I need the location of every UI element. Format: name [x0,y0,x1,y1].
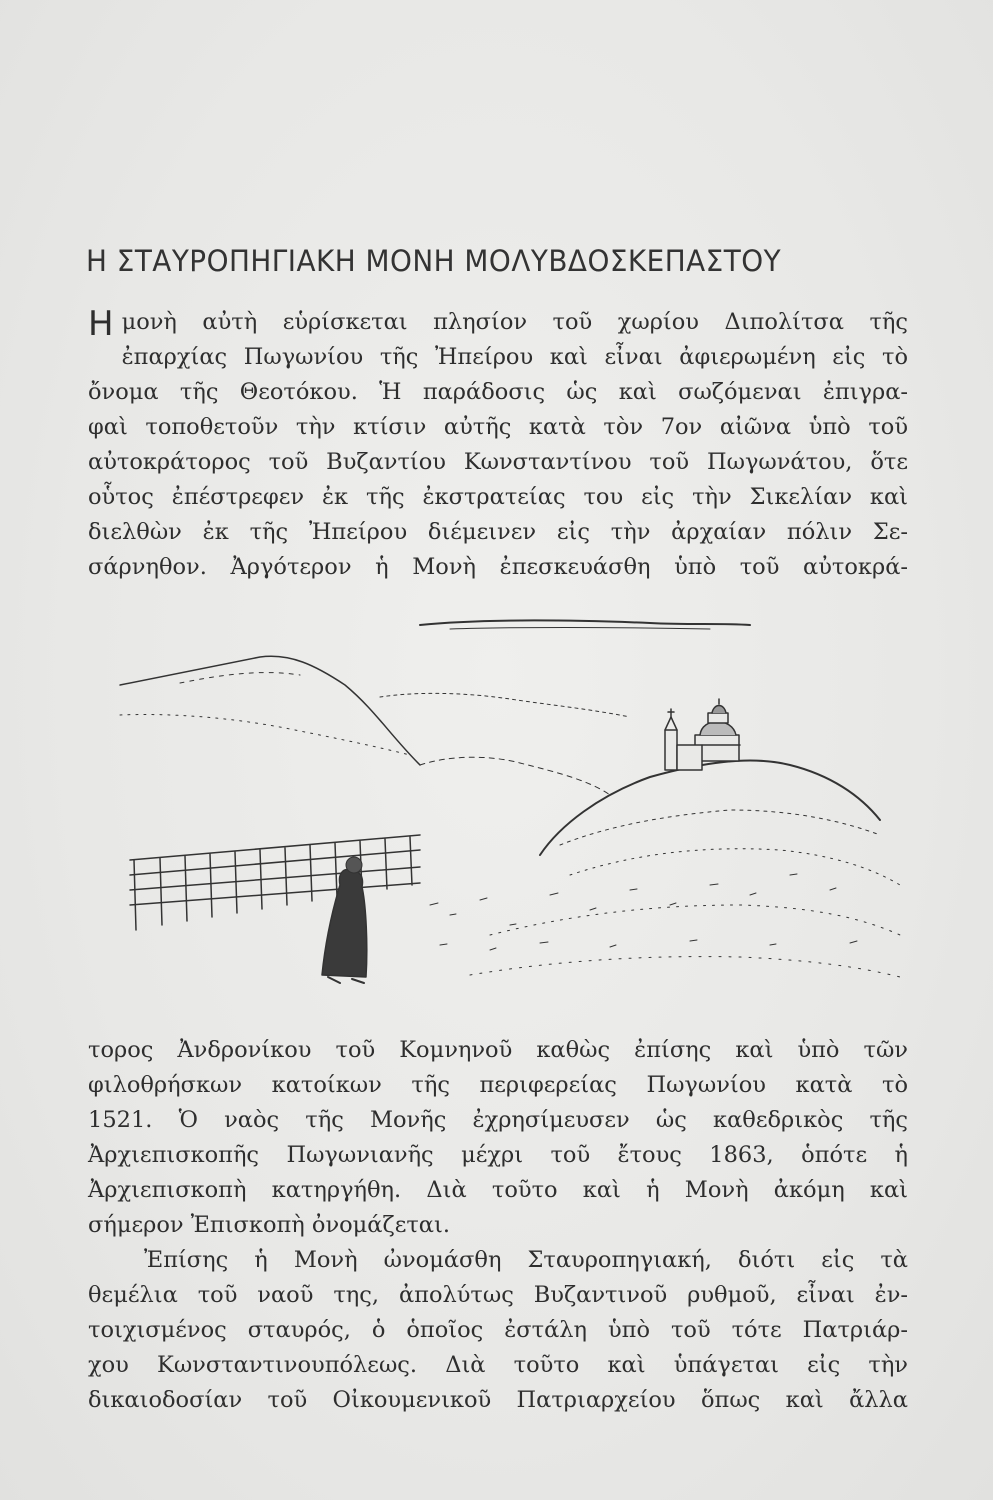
distant-hill [120,715,410,755]
text-line: Ἀρχιεπισκοπῆς Πωγωνιανῆς μέχρι τοῦ ἔτους 1863, ὁπότε ἡ [88,1142,908,1168]
text-line: χου Κωνσταντινουπόλεως. Διὰ τοῦτο καὶ ὑπάγεται εἰς τὴν [88,1352,908,1378]
text-line: διελθὼν ἐκ τῆς Ἠπείρου διέμεινεν εἰς τὴν ἀρχαίαν πόλιν Σε- [88,519,908,545]
text-line: μονὴ αὐτὴ εὑρίσκεται πλησίον τοῦ χωρίου Διπολίτσα τῆς [121,309,908,335]
text-line: ὄνομα τῆς Θεοτόκου. Ἡ παράδοσις ὡς καὶ σωζόμεναι ἐπιγρα- [88,379,908,405]
hill-shading [560,810,880,845]
monastery-illustration [90,605,910,1005]
text-line: αὐτοκράτορος τοῦ Βυζαντίου Κωνσταντίνου τοῦ Πωγωνάτου, ὅτε [88,449,908,475]
monastery-church [665,699,740,770]
ground-shading [470,957,900,977]
text-line: ἐπαρχίας Πωγωνίου τῆς Ἠπείρου καὶ εἶναι ἀφιερωμένη εἰς τὸ [121,344,908,370]
sky-stroke [420,621,750,625]
text-line: τορος Ἀνδρονίκου τοῦ Κομνηνοῦ καθὼς ἐπίσης καὶ ὑπὸ τῶν [88,1037,908,1063]
text-line: οὗτος ἐπέστρεφεν ἐκ τῆς ἐκστρατείας του εἰς τὴν Σικελίαν καὶ [88,484,908,510]
text-line: σήμερον Ἐπισκοπὴ ὀνομάζεται. [88,1212,450,1238]
mountain-shading [180,673,300,683]
fence [130,835,420,930]
text-line: Ἀρχιεπισκοπὴ κατηργήθη. Διὰ τοῦτο καὶ ἡ Μονὴ ἀκόμη καὶ [88,1177,908,1203]
text-line: Ἐπίσης ἡ Μονὴ ὠνομάσθη Σταυροπηγιακή, διότι εἰς τὰ [144,1247,908,1273]
paragraph-intro [88,305,908,585]
text-line: σάρνηθον. Ἀργότερον ἡ Μονὴ ἐπεσκευάσθη ὑπὸ τοῦ αὐτοκρά- [88,554,908,580]
distant-hill [380,693,630,717]
paragraph-continuation [88,1033,908,1418]
text-line: δικαιοδοσίαν τοῦ Οἰκουμενικοῦ Πατριαρχείου ὅπως καὶ ἄλλα [88,1387,908,1413]
page-title: Η ΣΤΑΥΡΟΠΗΓΙΑΚΗ ΜΟΝΗ ΜΟΛΥΒΔΟΣΚΕΠΑΣΤΟΥ [86,244,782,278]
hill-outline [540,761,880,855]
hill-shading [490,905,900,935]
grass-strokes [430,874,857,950]
text-line: φαὶ τοποθετοῦν τὴν κτίσιν αὐτῆς κατὰ τὸν 7ον αἰῶνα ὑπὸ τοῦ [88,414,908,440]
distant-hill [420,757,610,795]
text-line: θεμέλια τοῦ ναοῦ της, ἀπολύτως Βυζαντινοῦ ρυθμοῦ, εἶναι ἐν- [88,1282,908,1308]
text-line: φιλοθρήσκων κατοίκων τῆς περιφερείας Πωγωνίου κατὰ τὸ [88,1072,908,1098]
text-line: 1521. Ὁ ναὸς τῆς Μονῆς ἐχρησίμευσεν ὡς καθεδρικὸς τῆς [88,1107,908,1133]
text-line: τοιχισμένος σταυρός, ὁ ὁποῖος ἐστάλη ὑπὸ τοῦ τότε Πατριάρ- [88,1317,908,1343]
sky-stroke [450,628,710,630]
hill-shading [570,849,900,885]
drop-cap: Η [88,304,114,344]
monk-figure [322,857,367,983]
